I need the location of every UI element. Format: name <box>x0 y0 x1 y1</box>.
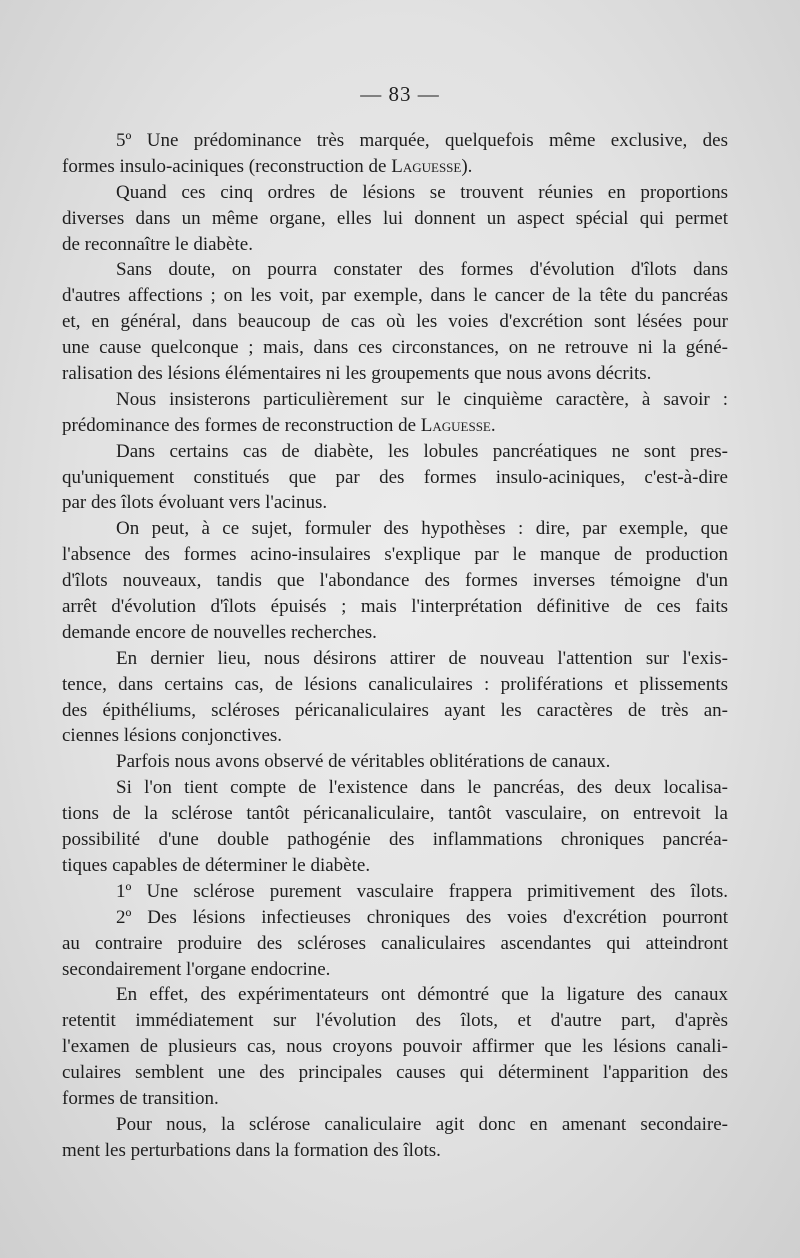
text-line: l'examen de plusieurs cas, nous croyons pouvoir affirmer que les lésions canali- <box>62 1036 728 1058</box>
text-line: tions de la sclérose tantôt péricanaliculaire, tantôt vasculaire, on entrevoit la <box>62 803 728 825</box>
author-name: Laguesse <box>391 155 462 177</box>
text-line: Nous insisterons particulièrement sur le cinquième caractère, à savoir : <box>116 388 728 410</box>
text-line: l'absence des formes acino-insulaires s'explique par le manque de production <box>62 544 728 566</box>
text-line: On peut, à ce sujet, formuler des hypothèses : dire, par exemple, que <box>116 518 728 540</box>
text-line: de reconnaître le diabète. <box>62 233 253 255</box>
author-name: Laguesse <box>420 414 491 436</box>
text-line: ment les perturbations dans la formation des îlots. <box>62 1139 441 1161</box>
text-line: 5º Une prédominance très marquée, quelquefois même exclusive, des <box>116 130 728 151</box>
text-line: possibilité d'une double pathogénie des inflammations chroniques pancréa- <box>62 829 728 851</box>
text-line: des épithéliums, scléroses péricanaliculaires ayant les caractères de très an- <box>62 699 728 721</box>
text-line: demande encore de nouvelles recherches. <box>62 621 377 643</box>
text-line: Sans doute, on pourra constater des formes d'évolution d'îlots dans <box>116 259 728 281</box>
body-text <box>62 128 728 1164</box>
text-line: qu'uniquement constitués que par des formes insulo-aciniques, c'est-à-dire <box>62 466 728 488</box>
text-line: d'îlots nouveaux, tandis que l'abondance des formes inverses témoigne d'un <box>62 570 728 592</box>
text-line: Quand ces cinq ordres de lésions se trouvent réunies en proportions <box>116 181 728 203</box>
text-line: prédominance des formes de reconstruction de Laguesse. <box>62 414 496 436</box>
text-line: Si l'on tient compte de l'existence dans le pancréas, des deux localisa- <box>116 777 728 799</box>
page-number: — 83 — <box>360 82 440 106</box>
text-line: Parfois nous avons observé de véritables oblitérations de canaux. <box>116 751 611 773</box>
text-line: ralisation des lésions élémentaires ni les groupements que nous avons décrits. <box>62 363 652 385</box>
text-line: 1º Une sclérose purement vasculaire frappera primitivement des îlots. <box>116 880 728 902</box>
text-line: formes insulo-aciniques (reconstruction de Laguesse). <box>62 155 473 177</box>
text-line: Pour nous, la sclérose canaliculaire agit donc en amenant secondaire- <box>116 1113 728 1135</box>
text-line: 2º Des lésions infectieuses chroniques des voies d'excrétion pourront <box>116 906 728 928</box>
text-line: En dernier lieu, nous désirons attirer de nouveau l'attention sur l'exis- <box>116 647 728 669</box>
text-line: ciennes lésions conjonctives. <box>62 725 283 747</box>
text-line: retentit immédiatement sur l'évolution des îlots, et d'autre part, d'après <box>62 1010 728 1032</box>
text-line: tence, dans certains cas, de lésions canaliculaires : proliférations et plissements <box>62 673 728 695</box>
text-line: une cause quelconque ; mais, dans ces circonstances, on ne retrouve ni la géné- <box>62 337 728 359</box>
text-line: tiques capables de déterminer le diabète. <box>62 854 371 876</box>
text-line: d'autres affections ; on les voit, par exemple, dans le cancer de la tête du pancréas <box>62 285 728 307</box>
text-line: secondairement l'organe endocrine. <box>62 958 331 980</box>
text-line: En effet, des expérimentateurs ont démontré que la ligature des canaux <box>116 984 728 1006</box>
text-line: Dans certains cas de diabète, les lobules pancréatiques ne sont pres- <box>116 440 728 462</box>
text-line: formes de transition. <box>62 1087 219 1109</box>
text-line: culaires semblent une des principales causes qui déterminent l'apparition des <box>62 1062 728 1084</box>
text-line: diverses dans un même organe, elles lui donnent un aspect spécial qui permet <box>62 207 728 229</box>
text-line: par des îlots évoluant vers l'acinus. <box>62 492 328 514</box>
text-line: au contraire produire des scléroses canaliculaires ascendantes qui atteindront <box>62 932 728 954</box>
text-line: arrêt d'évolution d'îlots épuisés ; mais l'interprétation définitive de ces faits <box>62 596 728 618</box>
text-line: et, en général, dans beaucoup de cas où les voies d'excrétion sont lésées pour <box>62 311 728 333</box>
